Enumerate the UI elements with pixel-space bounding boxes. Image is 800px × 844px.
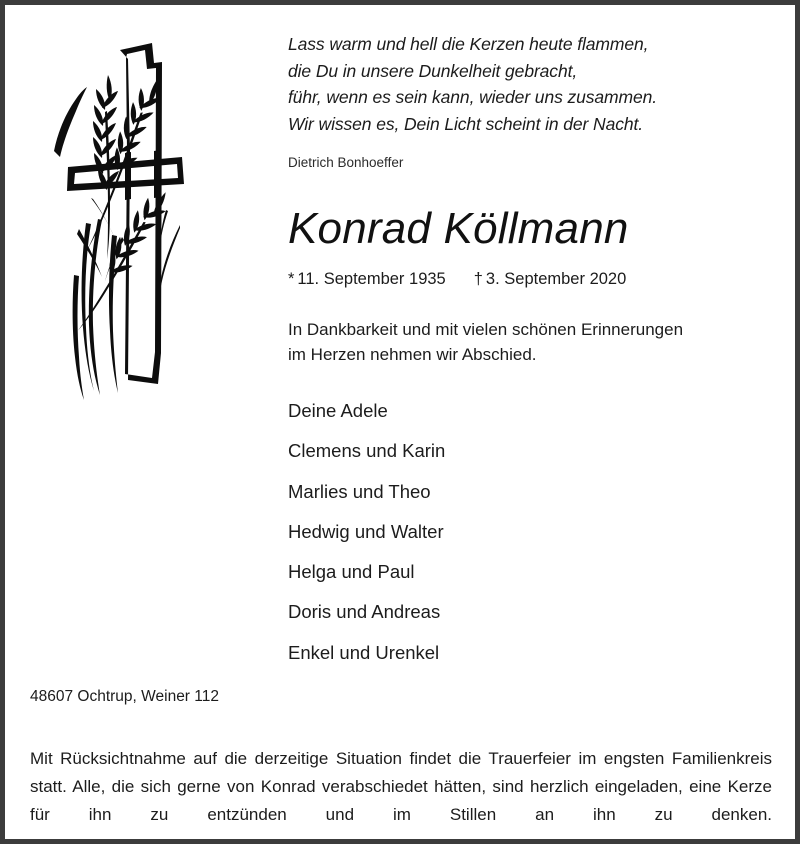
birth-star-icon: *	[288, 270, 295, 288]
list-item: Doris und Andreas	[288, 601, 441, 623]
birth-date-group	[288, 270, 446, 288]
notice-text-column	[288, 5, 788, 673]
list-item: Marlies und Theo	[288, 480, 431, 502]
family-address: 48607 Ochtrup, Weiner 112	[30, 688, 219, 705]
memorial-poem	[288, 31, 788, 137]
list-item: Enkel und Urenkel	[288, 641, 440, 663]
life-dates	[288, 268, 788, 290]
list-item: Helga und Paul	[288, 561, 415, 583]
poem-attribution: Dietrich Bonhoeffer	[288, 155, 404, 170]
tribute-text	[288, 317, 788, 367]
death-date-group	[474, 270, 627, 288]
poem-line-4: Wir wissen es, Dein Licht scheint in der Nacht.	[288, 113, 644, 134]
tribute-line-1: In Dankbarkeit und mit vielen schönen Erinnerungen	[288, 320, 684, 339]
death-cross-icon: †	[473, 270, 483, 288]
closing-paragraph: Mit Rücksichtnahme auf die derzeitige Situation findet die Trauerfeier im engsten Familienkreis statt. Alle, die sich gerne von Konrad verabschiedet hätten, sind herzlich eingeladen, eine Kerze für ihn zu entzünden und im Stillen an ihn zu denken.	[30, 749, 772, 824]
list-item: Deine Adele	[288, 400, 388, 421]
survivors-list	[288, 391, 788, 673]
poem-line-2: die Du in unsere Dunkelheit gebracht,	[288, 60, 578, 81]
deceased-name: Konrad Köllmann	[288, 204, 629, 253]
death-date: 3. September 2020	[485, 270, 627, 288]
list-item: Hedwig und Walter	[288, 520, 444, 542]
tribute-line-2: im Herzen nehmen wir Abschied.	[288, 345, 537, 364]
list-item: Clemens und Karin	[288, 440, 446, 462]
birth-date: 11. September 1935	[297, 270, 446, 288]
poem-line-1: Lass warm und hell die Kerzen heute flammen,	[288, 34, 649, 54]
cross-with-wheat-illustration	[30, 23, 240, 403]
notice-top-area	[5, 5, 795, 665]
poem-line-3: führ, wenn es sein kann, wieder uns zusammen.	[288, 87, 658, 107]
